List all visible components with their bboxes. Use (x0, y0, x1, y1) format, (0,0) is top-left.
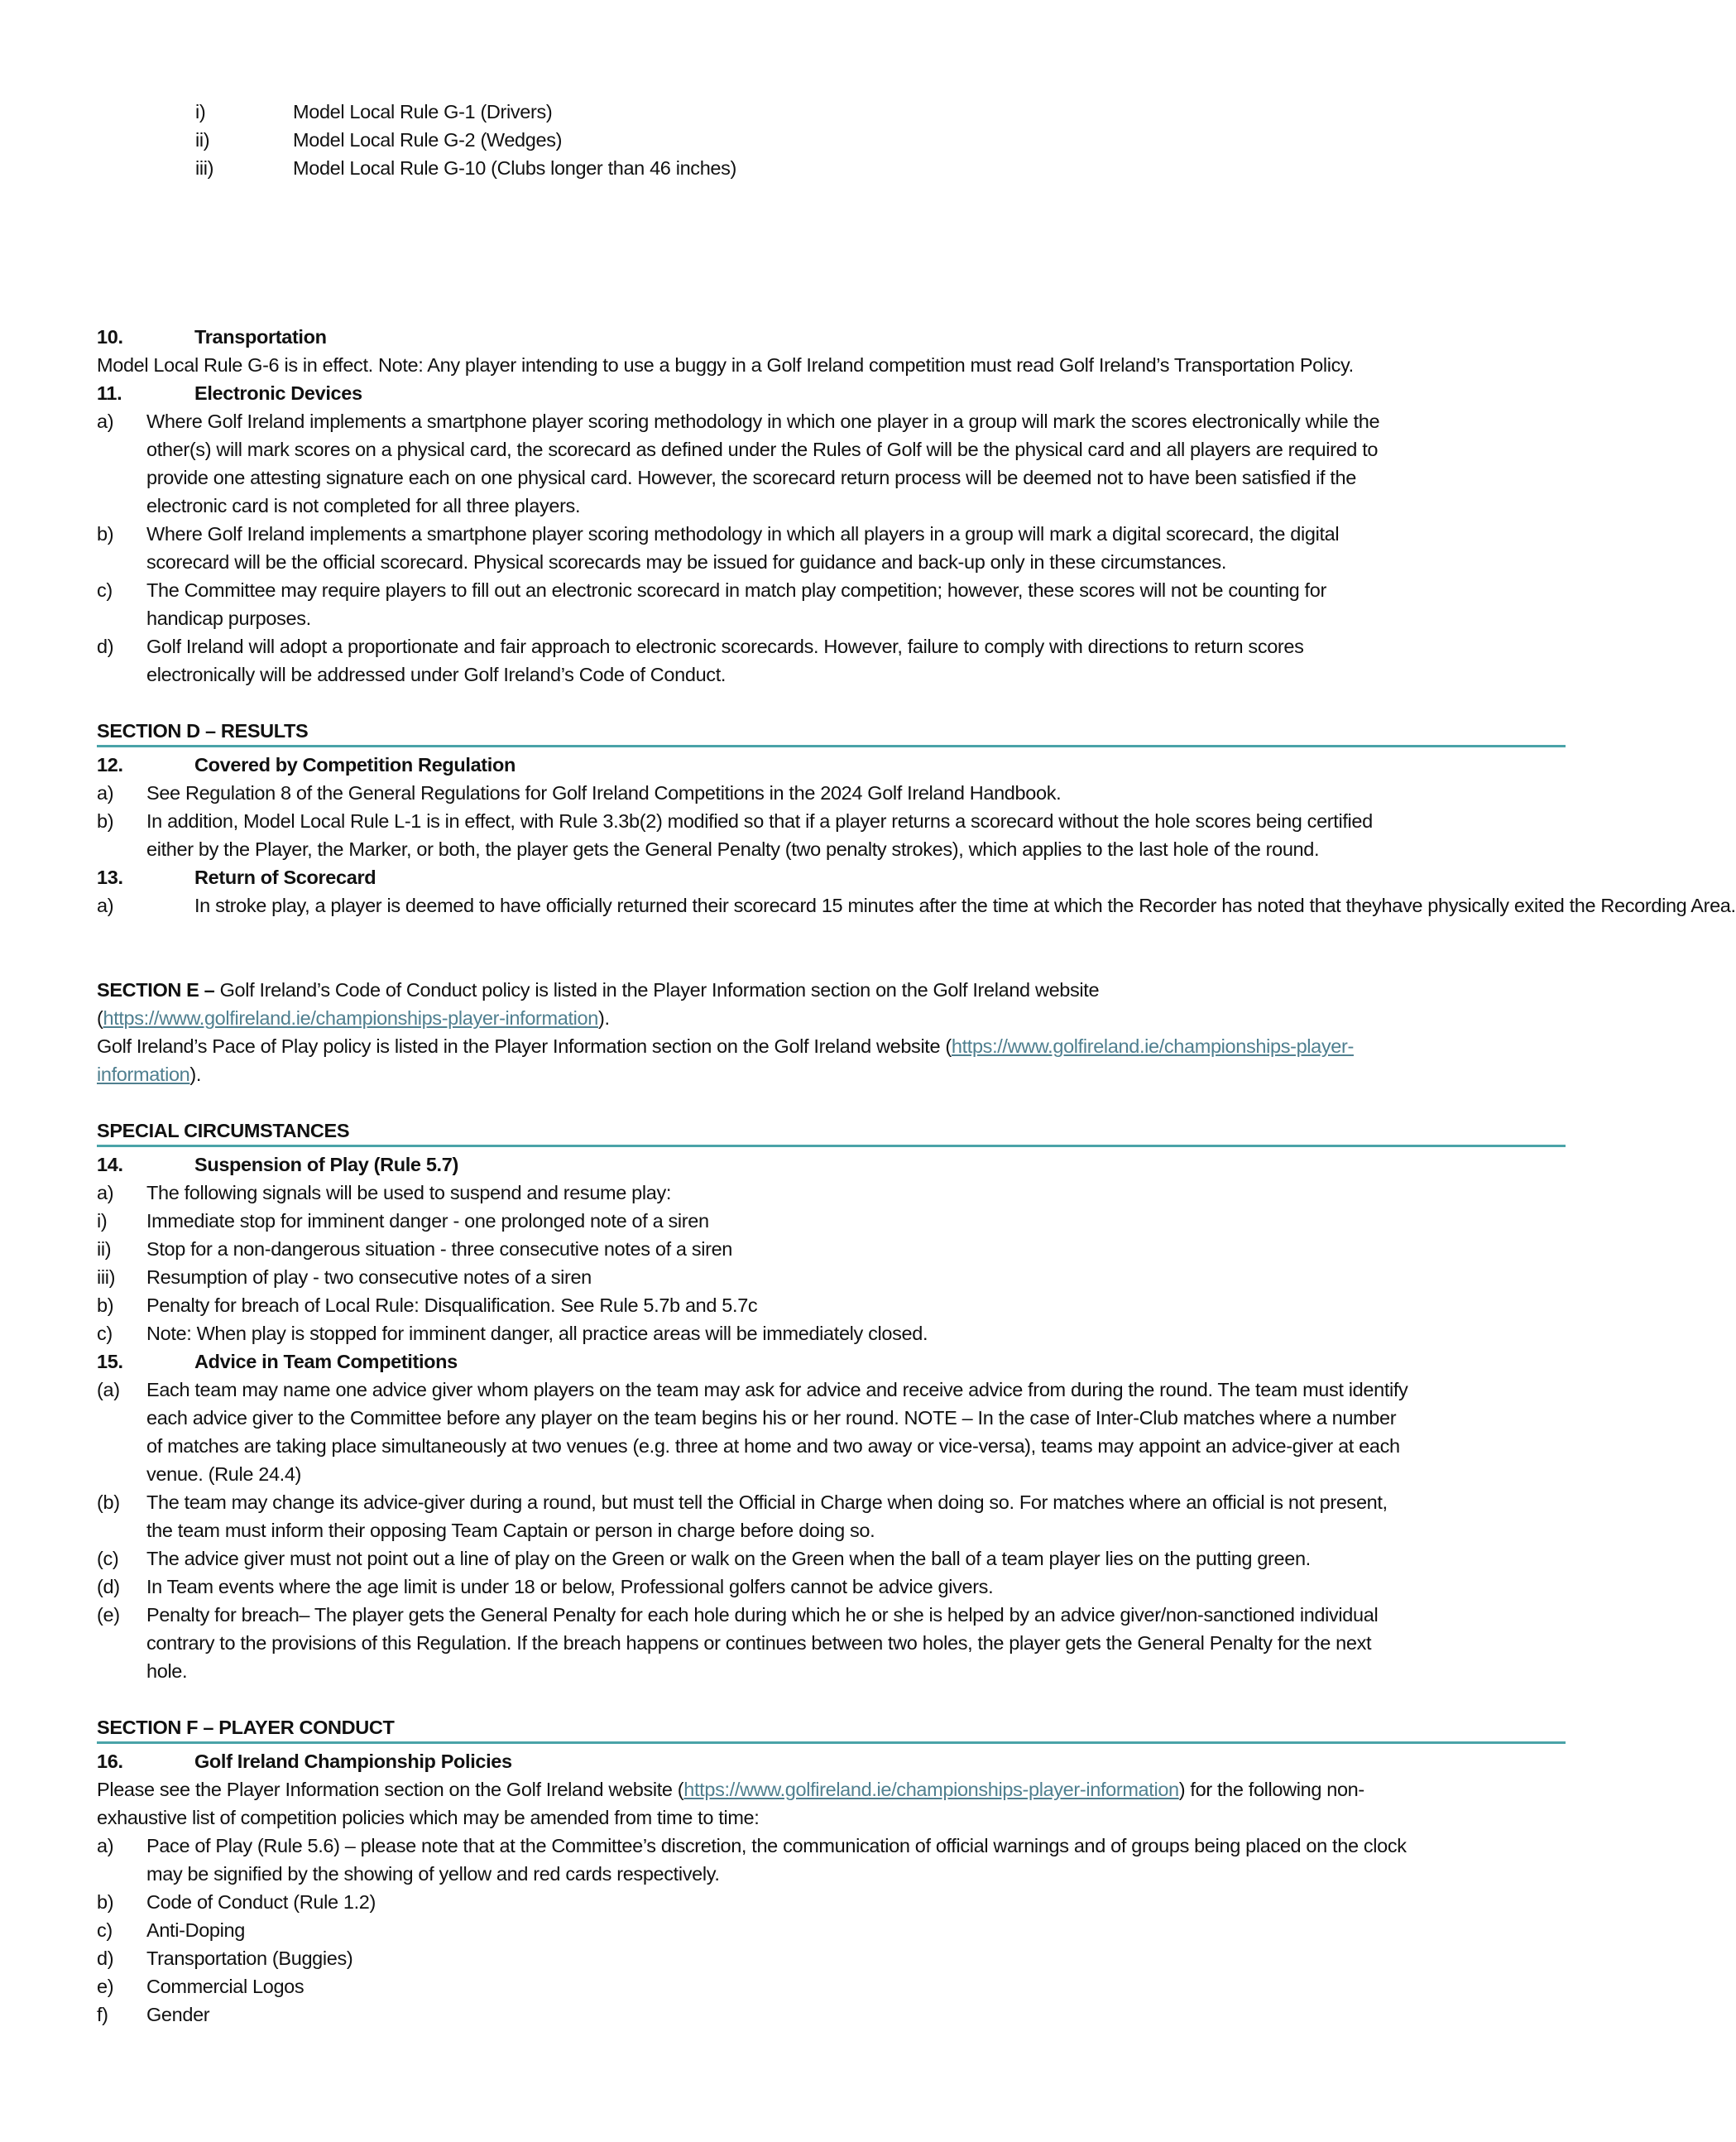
item-label: d) (97, 1947, 114, 1969)
item-text (146, 1207, 709, 1235)
pace-of-play-link-cont[interactable]: information (97, 1064, 190, 1085)
item-text-line: scorecard will be the official scorecard. Physical scorecards may be issued for guidance and back-up only in these circumstances. (146, 551, 1227, 573)
heading-number: 15. (97, 1351, 123, 1372)
heading-title: Suspension of Play (Rule 5.7) (194, 1154, 458, 1175)
list-item (97, 1179, 1570, 1207)
item-text (146, 1832, 1407, 1888)
item-text (146, 1601, 1378, 1685)
list-item (97, 1944, 1570, 1972)
heading-title: Covered by Competition Regulation (194, 754, 516, 776)
list-item (97, 632, 1570, 689)
list-item (97, 1291, 1570, 1319)
section-f-heading: SECTION F – PLAYER CONDUCT (97, 1713, 1566, 1744)
item-label: (b) (97, 1491, 120, 1513)
item-text (146, 1291, 757, 1319)
item-text (146, 1972, 304, 2000)
list-item (97, 1601, 1570, 1685)
policies-list (97, 1832, 1570, 2029)
item-text-line: In Team events where the age limit is under 18 or below, Professional golfers cannot be advice givers. (146, 1576, 994, 1597)
item-text-line: electronic card is not completed for all three players. (146, 495, 581, 516)
item-label: a) (97, 411, 114, 432)
item-text-line: either by the Player, the Marker, or both, the player gets the General Penalty (two penalty strokes), which applies to the last hole of the round. (146, 838, 1320, 860)
item-text-line: Commercial Logos (146, 1976, 305, 1997)
item-text-line: Golf Ireland will adopt a proportionate and fair approach to electronic scorecards. However, failure to comply with directions to return scores (146, 636, 1304, 657)
paragraph-text: Please see the Player Information section on the Golf Ireland website ( (97, 1779, 684, 1800)
item-text-line: Gender (146, 2004, 210, 2025)
item-label: a) (97, 782, 114, 804)
item-text (146, 1488, 1388, 1544)
item-label: iii) (195, 157, 214, 179)
item-text (146, 576, 1326, 632)
list-item (97, 407, 1570, 520)
item-label: c) (97, 1919, 113, 1941)
scorecard-list (97, 891, 1736, 948)
paragraph-text: Golf Ireland’s Code of Conduct policy is listed in the Player Information section on the Golf Ireland website (214, 979, 1100, 1001)
code-of-conduct-link[interactable]: https://www.golfireland.ie/championships-player-information (103, 1007, 598, 1029)
item-text (146, 1263, 592, 1291)
item-text-line: hole. (146, 1660, 188, 1682)
section-e-line-1 (97, 976, 1570, 1004)
item-label: c) (97, 579, 113, 601)
section-e-line-3 (97, 1032, 1570, 1060)
item-text-line: Note: When play is stopped for imminent danger, all practice areas will be immediately closed. (146, 1323, 928, 1344)
heading-number: 10. (97, 326, 123, 348)
heading-title: Golf Ireland Championship Policies (194, 1751, 512, 1772)
club-rules-list (97, 98, 1570, 182)
item-label: ii) (97, 1238, 112, 1260)
electronic-devices-list (97, 407, 1570, 689)
item-text (146, 1944, 352, 1972)
item-text (146, 1916, 245, 1944)
list-item (97, 1488, 1570, 1544)
heading-number: 11. (97, 382, 122, 404)
item-label: ii) (195, 129, 210, 151)
section-d-heading: SECTION D – RESULTS (97, 717, 1566, 747)
advice-list (97, 1376, 1570, 1685)
item-text-line: may be signified by the showing of yellow and red cards respectively. (146, 1863, 720, 1885)
list-item (97, 1544, 1570, 1573)
item-label: (e) (97, 1604, 120, 1626)
item-label: f) (97, 2004, 108, 2025)
section-e-line-2 (97, 1004, 1570, 1032)
item-text: Model Local Rule G-1 (Drivers) (293, 101, 553, 122)
item-text-line: The following signals will be used to suspend and resume play: (146, 1182, 672, 1203)
item-label: a) (97, 1835, 114, 1856)
item-text (146, 1888, 376, 1916)
item-text (194, 891, 1736, 920)
item-text (146, 779, 1061, 807)
item-text (146, 2000, 209, 2029)
item-label: i) (195, 101, 206, 122)
heading-11 (97, 379, 1570, 407)
item-text-line: In stroke play, a player is deemed to have officially returned their scorecard 15 minutes after the time at which the Recorder has noted that they (194, 895, 1382, 916)
item-text-line: Pace of Play (Rule 5.6) – please note that at the Committee’s discretion, the communication of official warnings and of groups being placed on the clock (146, 1835, 1407, 1856)
item-text (146, 1235, 732, 1263)
item-text (146, 1179, 671, 1207)
item-text-line: electronically will be addressed under Golf Ireland’s Code of Conduct. (146, 664, 727, 685)
heading-title: Advice in Team Competitions (194, 1351, 458, 1372)
list-item (97, 1263, 1570, 1291)
item-text-line: contrary to the provisions of this Regulation. If the breach happens or continues between two holes, the player gets the General Penalty for the next (146, 1632, 1372, 1654)
list-item (97, 576, 1570, 632)
item-text-line: Where Golf Ireland implements a smartphone player scoring methodology in which all players in a group will mark a digital scorecard, the digital (146, 523, 1340, 545)
item-text-line: Transportation (Buggies) (146, 1947, 353, 1969)
item-text (146, 807, 1373, 863)
heading-13 (97, 863, 1570, 891)
item-text-line: Code of Conduct (Rule 1.2) (146, 1891, 376, 1913)
item-label: i) (97, 1210, 108, 1232)
policies-intro-1 (97, 1775, 1570, 1803)
item-text-line: Penalty for breach of Local Rule: Disqualification. See Rule 5.7b and 5.7c (146, 1294, 758, 1316)
item-text (146, 1544, 1311, 1573)
item-text (146, 407, 1379, 520)
item-text-line: Each team may name one advice giver whom players on the team may ask for advice and receive advice from during the round. The team must identify (146, 1379, 1408, 1400)
item-label: b) (97, 1294, 114, 1316)
item-text-line: each advice giver to the Committee before any player on the team begins his or her round. NOTE – In the case of Inter-Club matches where a number (146, 1407, 1397, 1429)
list-item (97, 1376, 1570, 1488)
item-label: b) (97, 523, 114, 545)
list-item (97, 1207, 1570, 1235)
item-text-line: provide one attesting signature each on one physical card. However, the scorecard return process will be deemed not to have been satisfied if the (146, 467, 1356, 488)
item-label: iii) (97, 1266, 116, 1288)
heading-title: Transportation (194, 326, 327, 348)
item-label: d) (97, 636, 114, 657)
paragraph-text: ) for the following non- (1178, 1779, 1364, 1800)
item-text-line: handicap purposes. (146, 608, 311, 629)
item-label: c) (97, 1323, 113, 1344)
item-text-line: Where Golf Ireland implements a smartphone player scoring methodology in which one player in a group will mark the scores electronically while the (146, 411, 1380, 432)
item-text-line: The team may change its advice-giver during a round, but must tell the Official in Charge when doing so. For matches where an official is not present, (146, 1491, 1388, 1513)
heading-12 (97, 751, 1570, 779)
item-text-line: Resumption of play - two consecutive notes of a siren (146, 1266, 592, 1288)
item-text-line: Anti-Doping (146, 1919, 245, 1941)
list-item (97, 98, 1570, 126)
item-text-line: The Committee may require players to fill out an electronic scorecard in match play competition; however, these scores will not be counting for (146, 579, 1326, 601)
document-page (97, 98, 1736, 2029)
item-text: Model Local Rule G-10 (Clubs longer than 46 inches) (293, 157, 737, 179)
heading-16 (97, 1747, 1570, 1775)
list-item (97, 1573, 1570, 1601)
list-item (97, 154, 1570, 182)
item-text-line: Immediate stop for imminent danger - one prolonged note of a siren (146, 1210, 709, 1232)
paragraph-text: exhaustive list of competition policies which may be amended from time to time: (97, 1807, 760, 1828)
heading-10 (97, 323, 1570, 351)
list-item (97, 1972, 1570, 2000)
item-text-line: In addition, Model Local Rule L-1 is in effect, with Rule 3.3b(2) modified so that if a player returns a scorecard without the hole scores being certified (146, 810, 1373, 832)
item-label: b) (97, 1891, 114, 1913)
list-item (97, 2000, 1570, 2029)
item-text-line: have physically exited the Recording Area. (1381, 895, 1736, 916)
item-text (146, 632, 1304, 689)
list-item (97, 1319, 1570, 1347)
item-text-line: venue. (Rule 24.4) (146, 1463, 302, 1485)
policies-intro-2 (97, 1803, 1570, 1832)
item-text-line: Penalty for breach– The player gets the General Penalty for each hole during which he or she is helped by an advice giver/non-sanctioned individual (146, 1604, 1379, 1626)
special-circumstances-heading: SPECIAL CIRCUMSTANCES (97, 1117, 1566, 1147)
paragraph-text: Model Local Rule G-6 is in effect. Note: Any player intending to use a buggy in a Golf Ireland competition must read Golf Ireland’s Transportation Policy. (97, 354, 1354, 376)
item-text (146, 1319, 928, 1347)
item-text (146, 520, 1339, 576)
list-item (97, 807, 1570, 863)
item-text (146, 1573, 993, 1601)
item-text-line: of matches are taking place simultaneously at two venues (e.g. three at home and two away or vice-versa), teams may appoint an advice-giver at each (146, 1435, 1400, 1457)
suspension-list (97, 1179, 1570, 1347)
pace-of-play-link[interactable]: https://www.golfireland.ie/championships-player- (951, 1035, 1354, 1057)
item-text-line: other(s) will mark scores on a physical card, the scorecard as defined under the Rules of Golf will be the physical card and all players are required to (146, 439, 1379, 460)
list-item (97, 1235, 1570, 1263)
item-text-line: Stop for a non-dangerous situation - three consecutive notes of a siren (146, 1238, 733, 1260)
item-label: a) (97, 895, 114, 916)
section-e-label: SECTION E – (97, 979, 215, 1001)
heading-15 (97, 1347, 1570, 1376)
item-text-line: The advice giver must not point out a line of play on the Green or walk on the Green when the ball of a team player lies on the putting green. (146, 1548, 1311, 1569)
paragraph-text: Golf Ireland’s Pace of Play policy is listed in the Player Information section on the Golf Ireland website ( (97, 1035, 952, 1057)
transportation-text (97, 351, 1570, 379)
item-label: b) (97, 810, 114, 832)
heading-title: Return of Scorecard (194, 867, 376, 888)
heading-14 (97, 1150, 1570, 1179)
list-item (97, 891, 1736, 948)
list-item (97, 1832, 1570, 1888)
heading-title: Electronic Devices (194, 382, 362, 404)
item-label: (d) (97, 1576, 120, 1597)
item-label: (c) (97, 1548, 119, 1569)
list-item (97, 1916, 1570, 1944)
item-label: (a) (97, 1379, 120, 1400)
paren: ). (597, 1007, 610, 1029)
heading-number: 13. (97, 867, 123, 888)
paren: ). (189, 1064, 202, 1085)
heading-number: 12. (97, 754, 123, 776)
item-text-line: See Regulation 8 of the General Regulations for Golf Ireland Competitions in the 2024 Golf Ireland Handbook. (146, 782, 1062, 804)
section-e-line-4 (97, 1060, 1570, 1088)
paren: ( (97, 1007, 103, 1029)
heading-number: 16. (97, 1751, 123, 1772)
item-label: e) (97, 1976, 114, 1997)
item-text (146, 1376, 1408, 1488)
list-item (97, 1888, 1570, 1916)
list-item (97, 779, 1570, 807)
item-text-line: the team must inform their opposing Team Captain or person in charge before doing so. (146, 1520, 875, 1541)
list-item (97, 126, 1570, 154)
player-information-link[interactable]: https://www.golfireland.ie/championships-player-information (683, 1779, 1179, 1800)
item-label: a) (97, 1182, 114, 1203)
results-list (97, 779, 1570, 863)
list-item (97, 520, 1570, 576)
item-text: Model Local Rule G-2 (Wedges) (293, 129, 563, 151)
heading-number: 14. (97, 1154, 123, 1175)
